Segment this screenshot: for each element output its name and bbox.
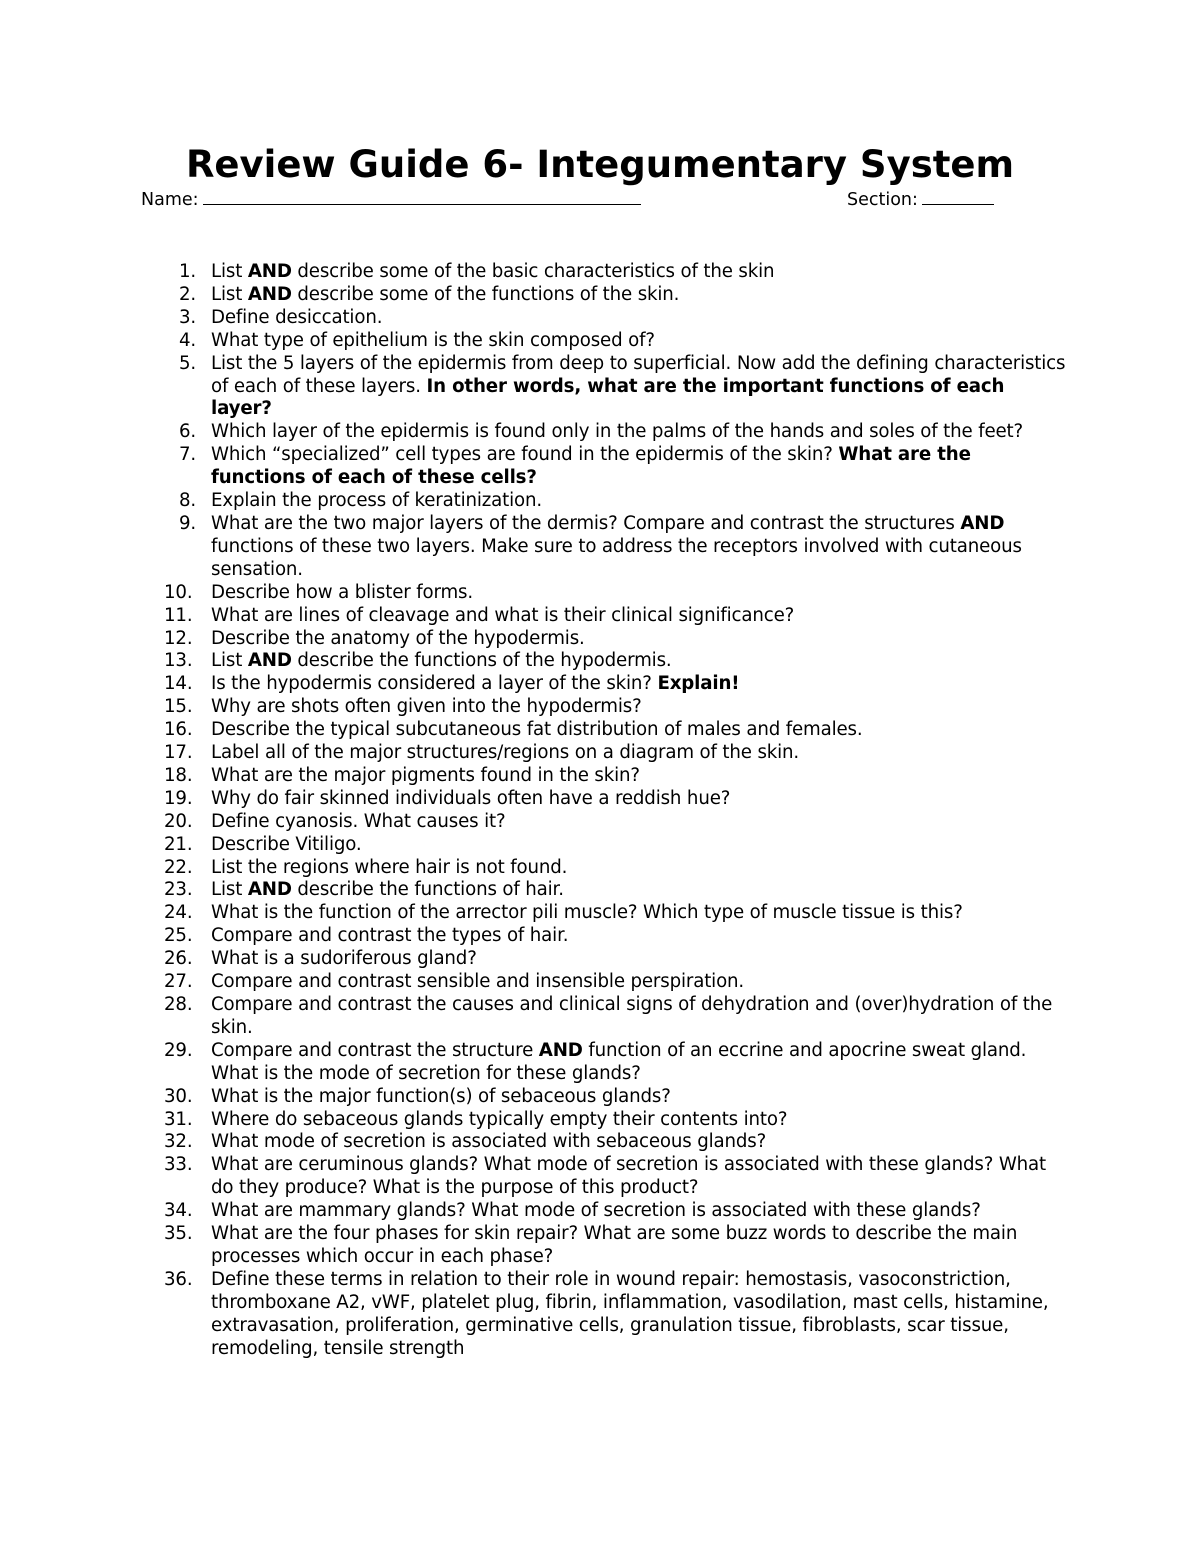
question-item: [0, 1223, 1200, 1269]
question-number: 17.: [164, 742, 193, 764]
question-text: [211, 788, 730, 809]
question-number: 20.: [164, 810, 193, 832]
question-text: [211, 628, 585, 649]
question-item: [0, 490, 1200, 513]
question-number: 12.: [164, 627, 193, 649]
question-item: [0, 513, 1200, 582]
question-text-part: Why do fair skinned individuals often have a reddish hue?: [211, 787, 731, 809]
question-item: [0, 421, 1200, 444]
name-field: [141, 187, 641, 212]
question-number: 26.: [164, 948, 193, 970]
question-item: [0, 971, 1200, 994]
question-text-part: Define desiccation.: [211, 306, 383, 328]
question-number: 32.: [164, 1131, 193, 1153]
question-item: [0, 330, 1200, 353]
question-text-part: Describe how a blister forms.: [211, 581, 473, 603]
question-text: [211, 902, 963, 923]
question-item: [0, 1200, 1200, 1223]
question-text-part: Describe the typical subcutaneous fat distribution of males and females.: [211, 719, 863, 741]
question-text: [211, 1040, 1026, 1084]
question-item: [0, 1086, 1200, 1109]
question-text-part: describe the functions of the hypodermis.: [291, 650, 672, 672]
name-label: Name:: [141, 190, 199, 210]
question-text-bold: AND: [960, 512, 1005, 534]
question-number: 19.: [164, 787, 193, 809]
question-text-bold: Explain!: [657, 673, 740, 695]
question-text-bold: AND: [538, 1039, 583, 1061]
question-number: 30.: [164, 1085, 193, 1107]
question-number: 31.: [164, 1108, 193, 1130]
question-text: [211, 582, 473, 603]
section-blank-line: [922, 187, 994, 205]
question-number: 7.: [178, 444, 196, 466]
question-number: 23.: [164, 879, 193, 901]
question-text-part: What are the four phases for skin repair? What are some buzz words to describe the main processes which occur in each phase?: [211, 1223, 1018, 1267]
question-number: 18.: [164, 764, 193, 786]
question-item: [0, 765, 1200, 788]
question-text-part: Which “specialized” cell types are found in the epidermis of the skin?: [211, 444, 839, 466]
question-text-part: Where do sebaceous glands typically empty their contents into?: [211, 1108, 788, 1130]
question-text: [211, 765, 640, 786]
question-text-part: List: [211, 879, 248, 901]
question-number: 35.: [164, 1223, 193, 1245]
question-item: [0, 261, 1200, 284]
question-text: [211, 879, 564, 900]
question-text-part: List: [211, 650, 248, 672]
question-text: [211, 719, 863, 740]
question-text: [211, 444, 971, 488]
question-text: [211, 971, 744, 992]
question-item: [0, 1040, 1200, 1086]
question-number: 10.: [164, 581, 193, 603]
question-number: 3.: [178, 306, 196, 328]
question-item: [0, 444, 1200, 490]
question-text-part: What are the major pigments found in the skin?: [211, 764, 640, 786]
question-text: [211, 1131, 766, 1152]
question-text-part: Explain the process of keratinization.: [211, 490, 543, 512]
question-number: 6.: [178, 421, 196, 443]
question-text-bold: In other words, what are the important functions of each layer?: [211, 375, 1005, 420]
question-number: 15.: [164, 696, 193, 718]
question-text-part: Compare and contrast the structure: [211, 1039, 539, 1061]
section-label: Section:: [847, 190, 918, 210]
question-number: 1.: [178, 261, 196, 282]
question-text: [211, 513, 1022, 580]
question-number: 36.: [164, 1268, 193, 1290]
question-item: [0, 605, 1200, 628]
question-text-part: Describe the anatomy of the hypodermis.: [211, 627, 585, 649]
question-text-part: What is the function of the arrector pili muscle? Which type of muscle tissue is this?: [211, 902, 963, 924]
question-text: [211, 857, 567, 878]
question-text: [211, 811, 505, 832]
question-text-part: function of an eccrine and apocrine sweat gland. What is the mode of secretion for these glands?: [211, 1039, 1027, 1084]
question-item: [0, 307, 1200, 330]
question-number: 34.: [164, 1200, 193, 1222]
question-text: [211, 673, 739, 694]
question-item: [0, 857, 1200, 880]
question-item: [0, 650, 1200, 673]
question-item: [0, 582, 1200, 605]
question-text-part: List: [211, 283, 248, 305]
question-number: 13.: [164, 650, 193, 672]
question-item: [0, 1154, 1200, 1200]
question-number: 28.: [164, 994, 193, 1015]
question-text-part: Is the hypodermis considered a layer of the skin?: [211, 673, 658, 695]
question-text: [211, 307, 382, 328]
question-text-part: Describe Vitiligo.: [211, 833, 362, 855]
question-text-part: Compare and contrast the causes and clinical signs of dehydration and (over)hydration of the skin.: [211, 994, 1053, 1038]
question-number: 9.: [178, 512, 196, 534]
question-text-part: Compare and contrast the types of hair.: [211, 925, 569, 947]
question-item: [0, 696, 1200, 719]
question-text: [211, 925, 568, 946]
question-text-part: functions of these two layers. Make sure to address the receptors involved with cutaneous sensation.: [211, 535, 1022, 580]
question-number: 14.: [164, 673, 193, 695]
section-field: [847, 187, 994, 212]
question-text: [211, 742, 799, 763]
question-text: [211, 696, 642, 717]
question-text-part: Why are shots often given into the hypodermis?: [211, 696, 642, 718]
question-text-part: Which layer of the epidermis is found only in the palms of the hands and soles of the feet?: [211, 421, 1024, 443]
question-text: [211, 1200, 981, 1221]
question-item: [0, 1109, 1200, 1132]
question-item: [0, 1269, 1200, 1361]
question-item: [0, 628, 1200, 651]
question-number: 33.: [164, 1154, 193, 1176]
question-text: [211, 1109, 787, 1130]
question-number: 2.: [178, 283, 196, 305]
question-item: [0, 788, 1200, 811]
question-item: [0, 1131, 1200, 1154]
question-text: [211, 834, 362, 855]
question-item: [0, 353, 1200, 422]
question-text-part: Label all of the major structures/regions on a diagram of the skin.: [211, 742, 800, 764]
question-text-part: What are lines of cleavage and what is their clinical significance?: [211, 604, 795, 626]
name-blank-line: [203, 187, 641, 205]
question-text-part: What are the two major layers of the dermis? Compare and contrast the structures: [211, 512, 961, 534]
question-text-part: describe some of the basic characteristics of the skin: [291, 261, 775, 282]
question-item: [0, 902, 1200, 925]
question-text-part: What is the major function(s) of sebaceous glands?: [211, 1085, 671, 1107]
question-text: [211, 650, 672, 671]
question-number: 11.: [164, 604, 193, 626]
question-text: [211, 490, 542, 511]
page-title: Review Guide 6- Integumentary System: [185, 143, 1015, 186]
question-text-part: What is a sudoriferous gland?: [211, 948, 477, 970]
question-text: [211, 353, 1065, 420]
question-number: 5.: [178, 352, 196, 374]
question-item: [0, 948, 1200, 971]
question-item: [0, 994, 1200, 1040]
question-text-part: List the 5 layers of the epidermis from deep to superficial. Now add the defining characteristics of each of these layers.: [211, 352, 1066, 397]
question-number: 16.: [164, 719, 193, 741]
question-text: [211, 1154, 1046, 1198]
question-text-part: What type of epithelium is the skin composed of?: [211, 329, 655, 351]
question-list: [0, 261, 1200, 1361]
question-number: 29.: [164, 1039, 193, 1061]
question-text-part: List: [211, 261, 248, 282]
question-item: [0, 742, 1200, 765]
question-text: [211, 1269, 1048, 1359]
question-text: [211, 421, 1023, 442]
question-text: [211, 330, 655, 351]
question-number: 21.: [164, 833, 193, 855]
question-item: [0, 284, 1200, 307]
question-text-part: describe some of the functions of the skin.: [291, 283, 680, 305]
question-item: [0, 811, 1200, 834]
question-item: [0, 925, 1200, 948]
question-text-part: Define cyanosis. What causes it?: [211, 810, 506, 832]
question-item: [0, 834, 1200, 857]
question-text: [211, 994, 1052, 1038]
question-number: 4.: [178, 329, 196, 351]
question-text-part: What are ceruminous glands? What mode of secretion is associated with these glands? What do they produce? What is the purpose of this product?: [211, 1154, 1047, 1199]
question-text: [211, 948, 477, 969]
question-text: [211, 1223, 1017, 1267]
question-number: 27.: [164, 971, 193, 993]
question-text-part: What are mammary glands? What mode of secretion is associated with these glands?: [211, 1200, 981, 1222]
question-item: [0, 673, 1200, 696]
question-text-part: List the regions where hair is not found.: [211, 856, 568, 878]
question-text-part: Define these terms in relation to their role in wound repair: hemostasis, vasoconstriction, thromboxane A2, vWF, platelet plug, fibrin, inflammation, vasodilation, mast cells, histamine, extravasation, proliferation, germinative cells, granulation tissue, fibroblasts, scar tissue, remodeling, tensile strength: [211, 1268, 1049, 1359]
question-text: [211, 605, 794, 626]
question-text-bold: AND: [247, 283, 292, 305]
question-number: 8.: [178, 490, 196, 512]
question-text: [211, 261, 774, 282]
question-item: [0, 879, 1200, 902]
question-text-bold: AND: [247, 879, 292, 901]
question-number: 25.: [164, 925, 193, 947]
question-number: 24.: [164, 902, 193, 924]
question-text: [211, 284, 679, 305]
question-text: [211, 1086, 671, 1107]
question-item: [0, 719, 1200, 742]
question-text-part: describe the functions of hair.: [291, 879, 564, 901]
question-text-part: What mode of secretion is associated with sebaceous glands?: [211, 1131, 767, 1153]
question-text-bold: AND: [247, 650, 292, 672]
question-number: 22.: [164, 856, 193, 878]
question-text-bold: AND: [247, 261, 292, 282]
question-text-part: Compare and contrast sensible and insensible perspiration.: [211, 971, 745, 993]
question-text-bold: What are the functions of each of these cells?: [211, 444, 971, 489]
